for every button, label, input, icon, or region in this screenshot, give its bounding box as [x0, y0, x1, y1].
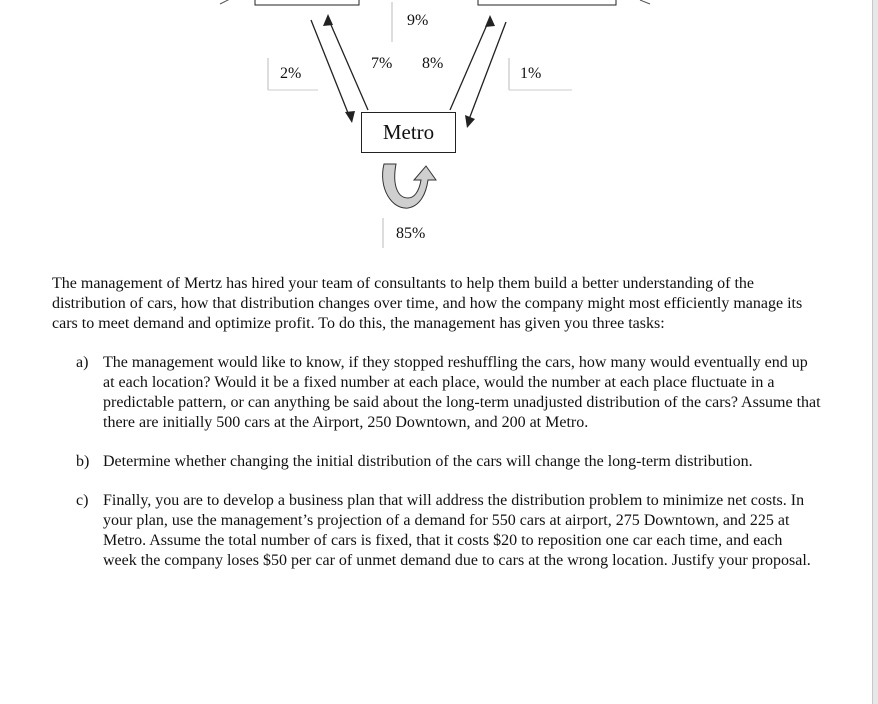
top-right-arrow-fragment: [640, 0, 650, 4]
pct-label-mid-right: 8%: [422, 55, 444, 72]
arrowhead-top-left: [323, 14, 333, 26]
intro-paragraph: The management of Mertz has hired your team of consultants to help them build a better understanding of the distribution of cars, how that distribution changes over time, and how the company might most efficiently manage its cars to meet demand and optimize profit. To do this, the management has given you three tasks:: [52, 275, 803, 332]
top-right-node-box: [478, 0, 616, 5]
metro-node: Metro: [361, 112, 456, 153]
task-b-marker: b): [76, 453, 90, 470]
arrowhead-top-right: [485, 15, 495, 27]
pct-label-top: 9%: [407, 12, 429, 29]
self-loop-arrow: [383, 164, 436, 208]
pct-label-mid-left: 7%: [371, 55, 393, 72]
vertical-scrollbar[interactable]: [872, 0, 878, 704]
task-a-marker: a): [76, 354, 89, 371]
arrow-metro-to-top-left: [328, 18, 368, 110]
top-left-arrow-fragment: [220, 0, 232, 4]
arrow-top-left-to-metro: [311, 20, 350, 118]
pct-label-self-loop: 85%: [396, 225, 426, 242]
task-c-marker: c): [76, 492, 89, 509]
pct-label-right: 1%: [520, 65, 542, 82]
arrow-metro-to-top-right: [450, 20, 489, 110]
task-b-text: Determine whether changing the initial distribution of the cars will change the long-term distribution.: [103, 453, 753, 470]
task-a-text: The management would like to know, if they stopped reshuffling the cars, how many would eventually end up at each location? Would it be a fixed number at each place, would the number at each place fluctuate in a predictable pattern, or can anything be said about the long-term unadjusted distribution of the cars? Assume that there are initially 500 cars at the Airport, 250 Downtown, and 200 at Metro.: [103, 354, 821, 431]
arrowhead-metro-left: [345, 111, 355, 123]
task-c-text: Finally, you are to develop a business plan that will address the distribution problem to minimize net costs. In your plan, use the management’s projection of a demand for 550 cars at airport, 275 Downtown, and 225 at Metro. Assume the total number of cars is fixed, that it costs $20 to reposition one car each time, and each week the company loses $50 per car of unmet demand due to cars at the wrong location. Justify your proposal.: [103, 492, 811, 569]
top-left-node-box: [255, 0, 359, 5]
arrow-top-right-to-metro: [468, 22, 506, 122]
pct-label-left: 2%: [280, 65, 302, 82]
